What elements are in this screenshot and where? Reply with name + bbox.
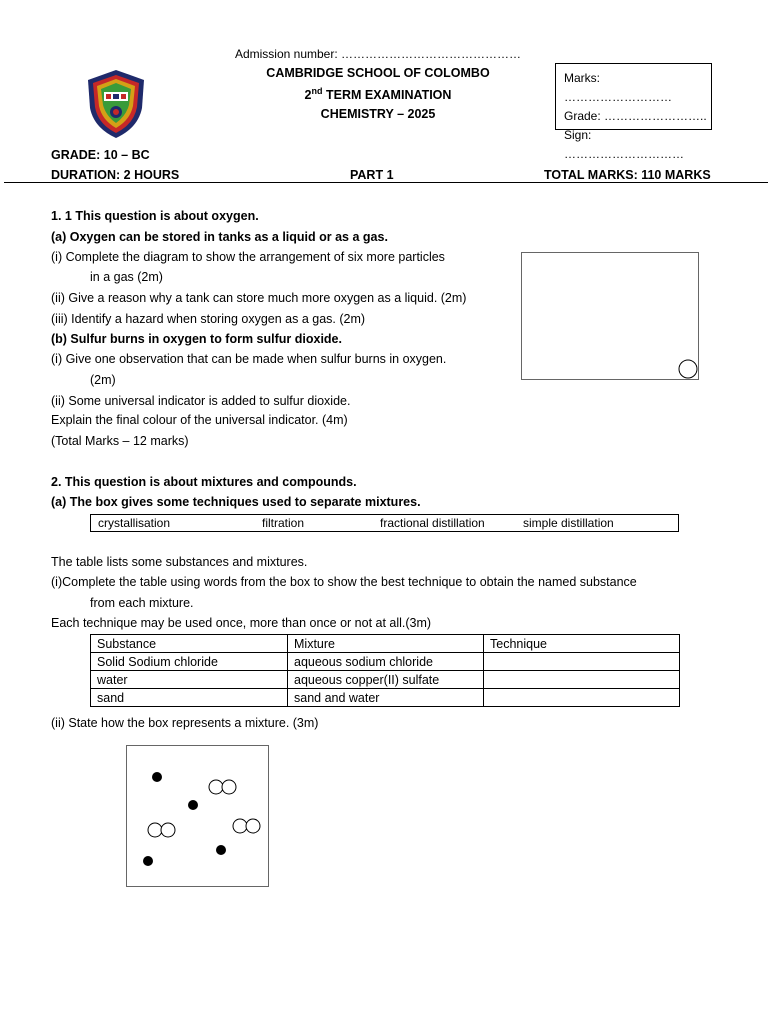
q1-total: (Total Marks – 12 marks) <box>51 434 189 448</box>
atom-particle <box>143 856 153 866</box>
atom-particle <box>216 845 226 855</box>
q2-i-cont: from each mixture. <box>90 596 194 610</box>
q1-b-i-cont: (2m) <box>90 373 116 387</box>
q1-title: 1. 1 This question is about oxygen. <box>51 209 259 223</box>
part-label: PART 1 <box>350 168 394 182</box>
table-cell-technique[interactable] <box>484 653 680 671</box>
table-header-row <box>91 635 680 653</box>
total-marks-label: TOTAL MARKS: 110 MARKS <box>544 168 711 182</box>
table-row <box>91 671 680 689</box>
table-header: Mixture <box>288 635 484 653</box>
table-cell-technique[interactable] <box>484 689 680 707</box>
molecule-particle <box>209 780 236 794</box>
q1-a-i: (i) Complete the diagram to show the arrangement of six more particles <box>51 250 445 264</box>
table-cell: aqueous copper(II) sulfate <box>288 671 484 689</box>
q1-a-iii: (iii) Identify a hazard when storing oxygen as a gas. (2m) <box>51 312 366 326</box>
q2-i: (i)Complete the table using words from the box to show the best technique to obtain the named substance <box>51 575 637 589</box>
marks-box <box>555 63 712 161</box>
sign-field: Sign: ………………………… <box>564 128 684 161</box>
q1-a-ii: (ii) Give a reason why a tank can store much more oxygen as a liquid. (2m) <box>51 291 467 305</box>
q2-title: 2. This question is about mixtures and compounds. <box>51 475 357 489</box>
q1-b-heading: (b) Sulfur burns in oxygen to form sulfur dioxide. <box>51 332 342 346</box>
q1-a-heading: (a) Oxygen can be stored in tanks as a liquid or as a gas. <box>51 230 388 244</box>
mixture-particles <box>127 746 268 886</box>
substance-table <box>90 634 680 707</box>
mixture-diagram <box>126 745 269 887</box>
technique-crystallisation: crystallisation <box>98 516 171 530</box>
q1-b-ii-cont: Explain the final colour of the universal indicator. (4m) <box>51 413 348 427</box>
table-cell: Solid Sodium chloride <box>91 653 288 671</box>
table-row <box>91 689 680 707</box>
technique-fractional-distillation: fractional distillation <box>380 516 485 530</box>
q1-b-i: (i) Give one observation that can be made when sulfur burns in oxygen. <box>51 352 447 366</box>
gas-particle-diagram <box>521 252 699 380</box>
table-cell: sand and water <box>288 689 484 707</box>
table-cell: water <box>91 671 288 689</box>
table-cell: sand <box>91 689 288 707</box>
table-row <box>91 653 680 671</box>
particle-icon <box>678 359 698 379</box>
q1-a-i-cont: in a gas (2m) <box>90 270 163 284</box>
school-name: CAMBRIDGE SCHOOL OF COLOMBO <box>266 66 490 80</box>
technique-filtration: filtration <box>262 516 305 530</box>
header-rule <box>4 182 768 183</box>
atom-particle <box>152 772 162 782</box>
duration-label: DURATION: 2 HOURS <box>51 168 180 182</box>
table-header: Technique <box>484 635 680 653</box>
grade-label: GRADE: 10 – BC <box>51 148 150 162</box>
q2-ii: (ii) State how the box represents a mixture. (3m) <box>51 716 319 730</box>
q2-i-note: Each technique may be used once, more than once or not at all.(3m) <box>51 616 432 630</box>
grade-field: Grade: …………………….. <box>564 109 707 123</box>
admission-number: Admission number: ……………………………………… <box>234 47 522 61</box>
subject-title: CHEMISTRY – 2025 <box>320 107 436 121</box>
molecule-particle <box>233 819 260 833</box>
marks-field: Marks: ……………………… <box>564 71 672 104</box>
techniques-box <box>90 514 679 532</box>
table-cell: aqueous sodium chloride <box>288 653 484 671</box>
q2-a-heading: (a) The box gives some techniques used to separate mixtures. <box>51 495 421 509</box>
molecule-particle <box>148 823 175 837</box>
atom-particle <box>188 800 198 810</box>
q2-intro: The table lists some substances and mixtures. <box>51 555 308 569</box>
table-cell-technique[interactable] <box>484 671 680 689</box>
technique-simple-distillation: simple distillation <box>523 516 614 530</box>
term-title: 2nd TERM EXAMINATION <box>304 86 452 103</box>
table-header: Substance <box>91 635 288 653</box>
school-crest-icon <box>84 68 148 140</box>
q1-b-ii: (ii) Some universal indicator is added to sulfur dioxide. <box>51 394 351 408</box>
